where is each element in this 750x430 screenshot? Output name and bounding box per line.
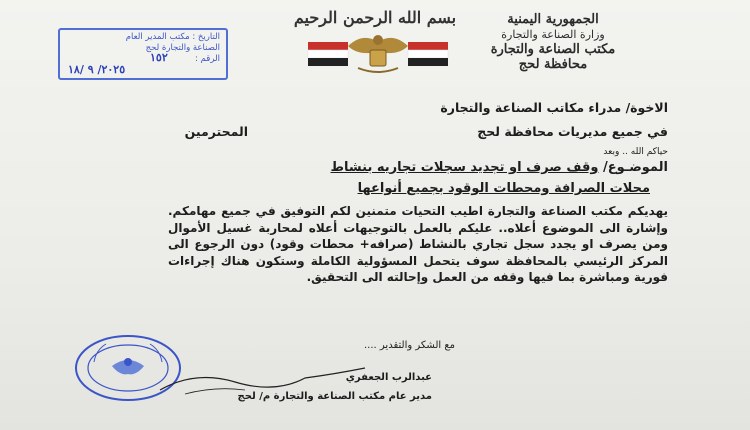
signatory-name: عبدالرب الجعفري — [345, 372, 432, 383]
country-name: الجمهورية اليمنية — [507, 12, 599, 27]
subject-label: الموضـوع/ — [603, 160, 668, 175]
ministry-name: وزارة الصناعة والتجارة — [501, 28, 605, 41]
signatory-title: مدير عام مكتب الصناعة والتجارة م/ لحج — [237, 391, 432, 402]
greeting: حياكم الله .. وبعد — [603, 147, 668, 157]
subject-text1: وقف صرف او تجديد سجلات تجاريه بنشاط — [330, 160, 599, 175]
letterhead — [438, 12, 668, 72]
letter-body: يهديكم مكتب الصناعة والتجارة اطيب التحيات متمنين لكم التوفيق في جميع مهامكم. وإشارة الى الموضوع أعلاه.. عليكم بالعمل بالتوجيهات أعلاه لمحاربة غسيل الأموال ومن يصرف او يجدد سجل تجاري بالنشاط (صرافه+ محطات وقود) دون الرجوع الى المركز الرئيسي بالمحافظة سوف يتحمل المسؤولية الكاملة وستكون هناك إجراءات فورية ومباشرة بما فيها وقفه من العمل وإحالته الى التحقيق. — [168, 204, 668, 284]
subject-line2: محلات الصرافة ومحطات الوقود بجميع أنواعها — [357, 181, 650, 196]
stamp-date-label: التاريخ : — [192, 32, 220, 42]
office-name: مكتب الصناعة والتجارة — [490, 42, 616, 57]
honorific: المحترمين — [184, 124, 248, 139]
stamp-office-line2: الصناعة والتجارة لحج — [145, 43, 220, 53]
governorate-name: محافظة لحج — [518, 57, 588, 72]
closing: مع الشكر والتقدير .... — [364, 340, 455, 351]
handwritten-signature-icon — [155, 360, 375, 400]
stamp-ref-value: ١٥٢ — [150, 51, 168, 64]
stamp-ref-label: الرقم : — [195, 54, 220, 64]
incoming-stamp-box — [58, 28, 228, 80]
stamp-office-line1: مكتب المدير العام — [125, 32, 190, 42]
subject-line1 — [68, 160, 668, 175]
addressee-line1: الاخوة/ مدراء مكاتب الصناعة والتجارة — [440, 100, 668, 115]
stamp-date-value: ٢٠٢٥/ ٩ /١٨ — [68, 63, 126, 76]
yemen-eagle-emblem-icon — [298, 28, 458, 78]
bismillah: بسم الله الرحمن الرحيم — [293, 8, 457, 27]
addressee-line2: في جميع مديريات محافظة لحج — [477, 124, 668, 139]
